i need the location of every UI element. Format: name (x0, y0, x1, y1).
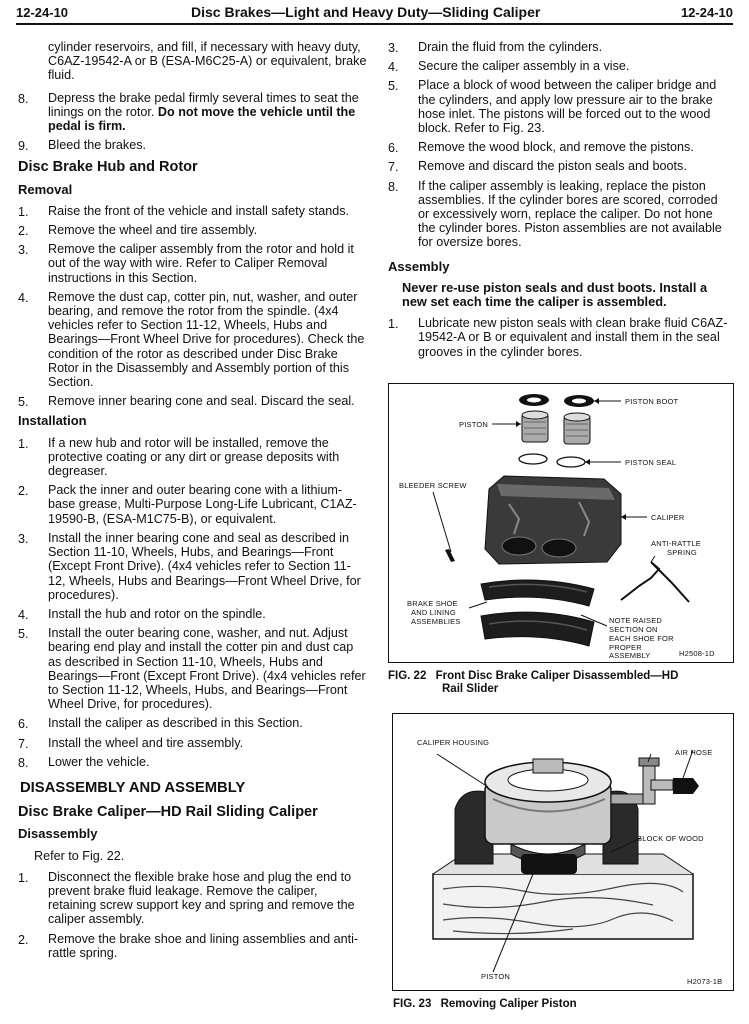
step-text: Disconnect the flexible brake hose and plug the end to prevent brake fluid leakage. Remove the caliper, retaining screw support key and spring and remove the caliper assembly. (48, 869, 355, 927)
step-text: Remove the caliper assembly from the rotor and hold it out of the way with wire. Refer to Caliper Removal instructions in this Section. (48, 242, 354, 285)
disassembly-step-cont-1 (386, 40, 732, 54)
bleeder-screw (445, 549, 455, 562)
installation-step-1 (16, 436, 368, 479)
disassembly-step-2 (16, 932, 368, 960)
disassembly-step-cont-6 (386, 179, 732, 250)
step-number: 2. (18, 224, 29, 239)
label-and-lining: AND LINING (411, 608, 456, 617)
assembly-step-1 (386, 316, 732, 359)
step-text: Remove the wood block, and remove the pistons. (418, 140, 694, 155)
step-warning-text: Do not move the vehicle until the pedal is firm. (48, 104, 356, 134)
caption-text: Front Disc Brake Caliper Disassembled—HD (435, 670, 679, 682)
label-block-of-wood: BLOCK OF WOOD (637, 834, 704, 843)
step-number: 1. (388, 317, 399, 332)
label-spring: SPRING (667, 548, 697, 557)
label-anti-rattle: ANTI-RATTLE (651, 539, 701, 548)
step-number: 4. (388, 60, 399, 75)
page-number-right: 12-24-10 (680, 5, 733, 20)
installation-steps (16, 436, 368, 769)
caption-text: Removing Caliper Piston (440, 998, 577, 1010)
installation-step-4 (16, 607, 368, 621)
removal-step-1 (16, 204, 368, 218)
page-header (16, 3, 733, 25)
step-number: 1. (18, 436, 29, 451)
piston (521, 854, 577, 874)
figure-22 (388, 383, 734, 663)
left-column (16, 40, 368, 965)
disassembly-step-cont-2 (386, 59, 732, 73)
step-text: If a new hub and rotor will be installed, remove the protective coating or any dirt or grease deposits with degreaser. (48, 435, 340, 479)
figure-code: H2073-1B (687, 977, 723, 986)
figure-23 (392, 713, 734, 991)
step-number: 7. (388, 160, 399, 175)
disassembly-assembly-heading: DISASSEMBLY AND ASSEMBLY (20, 779, 246, 796)
label-air-hose: AIR HOSE (675, 748, 713, 757)
piston-left (522, 411, 548, 442)
step-number: 8. (18, 91, 29, 106)
continued-step (16, 40, 368, 83)
step-number: 5. (18, 627, 29, 642)
disassembly-step-cont-5 (386, 159, 732, 173)
label-piston-seal: PISTON SEAL (625, 458, 677, 467)
step-number: 1. (18, 870, 29, 885)
step-text: Lower the vehicle. (48, 754, 150, 769)
step-number: 3. (18, 531, 29, 546)
step-text: Install the outer bearing cone, washer, and nut. Adjust bearing end play and install the cotter pin and dust cap as described in Section 11-10, Wheels, Hubs and Bearings—Front (Except Front Drive). (4x4 vehicles refer to Section 11-12, Wheels, Hubs, and Bearings—Front Wheel Drive, for procedures). (48, 626, 366, 712)
step-number: 8. (388, 179, 399, 194)
continued-step-text: cylinder reservoirs, and fill, if necessary with heavy duty, C6AZ-19542-A or B (ESA-M6C25-A) or equivalent, brake fluid. (48, 40, 367, 83)
caption-number: FIG. 23 (393, 998, 432, 1010)
step-number: 4. (18, 607, 29, 622)
label-bleeder-screw: BLEEDER SCREW (399, 481, 467, 490)
removal-steps (16, 204, 368, 409)
label-note-2: SECTION ON (609, 625, 658, 634)
removal-step-4 (16, 290, 368, 389)
disassembly-step-cont-4 (386, 140, 732, 154)
installation-step-6 (16, 716, 368, 730)
step-number: 7. (18, 736, 29, 751)
installation-step-7 (16, 736, 368, 750)
removal-step-3 (16, 242, 368, 285)
brake-shoes (481, 580, 594, 646)
disassembly-steps (16, 870, 368, 960)
removal-step-2 (16, 223, 368, 237)
step-text: Pack the inner and outer bearing cone with a lithium-base grease, Multi-Purpose Long-Life Lubricant, C1AZ-19590-B, (ESA-M1C75-B), or equivalent. (48, 483, 357, 526)
figure-code: H2508-1D (679, 649, 715, 658)
label-assemblies: ASSEMBLIES (411, 617, 461, 626)
label-piston: PISTON (481, 972, 510, 981)
piston-right (564, 413, 590, 444)
step-text: Remove and discard the piston seals and boots. (418, 159, 687, 174)
piston-seal-left (519, 454, 547, 464)
step-8 (16, 91, 368, 134)
step-number: 6. (388, 141, 399, 156)
caliper-body (485, 476, 621, 564)
step-text: Lubricate new piston seals with clean brake fluid C6AZ-19542-A or B or equivalent and install them in the seal grooves in the cylinder bores. (418, 316, 728, 359)
step-text: Raise the front of the vehicle and install safety stands. (48, 203, 350, 218)
step-text: Install the wheel and tire assembly. (48, 735, 244, 750)
installation-heading: Installation (18, 413, 87, 429)
removal-heading: Removal (18, 181, 73, 197)
step-number: 5. (18, 395, 29, 410)
step-number: 3. (388, 41, 399, 55)
figure-23-caption (393, 998, 733, 1011)
step-number: 6. (18, 717, 29, 732)
assembly-warning: Never re-use piston seals and dust boots. Install a new set each time the caliper is assembled. (402, 279, 708, 310)
assembly-heading: Assembly (388, 258, 450, 274)
page-title: Disc Brakes—Light and Heavy Duty—Sliding Caliper (191, 4, 541, 20)
caption-text-line2: Rail Slider (442, 683, 499, 695)
step-text: Secure the caliper assembly in a vise. (418, 59, 630, 74)
disassembly-steps-continued (386, 40, 732, 250)
caption-number: FIG. 22 (388, 670, 427, 682)
step-text: Drain the fluid from the cylinders. (418, 40, 603, 54)
air-hose-fitting (611, 758, 699, 804)
step-text: Remove the wheel and tire assembly. (48, 223, 258, 238)
step-9 (16, 138, 368, 152)
label-note-1: NOTE RAISED (609, 616, 663, 625)
piston-seal-right (557, 457, 585, 467)
label-note-5: ASSEMBLY (609, 651, 651, 660)
step-text: Depress the brake pedal firmly several times to seat the linings on the rotor. (48, 90, 359, 119)
label-caliper: CALIPER (651, 513, 685, 522)
installation-step-3 (16, 531, 368, 602)
step-number: 3. (18, 243, 29, 258)
caliper-heading: Disc Brake Caliper—HD Rail Sliding Caliper (18, 804, 318, 821)
step-text: Place a block of wood between the caliper bridge and the cylinders, and apply low pressure air to the brake hose inlet. The pistons will be forced out to the wood block. Refer to Fig. 23. (418, 78, 717, 136)
step-text: Remove the dust cap, cotter pin, nut, washer, and outer bearing, and remove the rotor from the spindle. (4x4 vehicles refer to Section 11-12, Wheels, Hubs and Bearings—Front Wheel Drive for procedures). Check the condition of the rotor as described under Disc Brake Rotor in the Disassembly and Assembly portion of this Section. (48, 289, 365, 390)
right-column (386, 40, 732, 364)
step-text: Remove the brake shoe and lining assemblies and anti-rattle spring. (48, 931, 359, 960)
step-number: 8. (18, 755, 29, 770)
removal-step-5 (16, 394, 368, 408)
step-text: If the caliper assembly is leaking, replace the piston assemblies. If the cylinder bores are scored, corroded or excessively worn, replace the caliper. Do not hone the cylinder bores. Piston assemblies are not available for oversize bores. (418, 178, 722, 250)
step-text: Install the inner bearing cone and seal as described in Section 11-10, Wheels, Hubs, and Bearings—Front (Except Front Drive). (4x4 vehicles refer to Section 11-12, Wheels, Hubs and Bearings—Front Wheel Drive, for procedures). (48, 530, 361, 602)
step-text: Remove inner bearing cone and seal. Discard the seal. (48, 394, 355, 409)
figure-22-caption (388, 670, 732, 696)
installation-step-8 (16, 755, 368, 769)
step-text: Install the hub and rotor on the spindle. (48, 606, 266, 621)
page-number-left: 12-24-10 (16, 5, 69, 20)
disassembly-step-cont-3 (386, 78, 732, 135)
label-brake-shoe: BRAKE SHOE (407, 599, 458, 608)
hub-rotor-heading: Disc Brake Hub and Rotor (18, 159, 198, 176)
disassembly-step-1 (16, 870, 368, 927)
installation-step-5 (16, 626, 368, 711)
step-number: 5. (388, 79, 399, 94)
installation-step-2 (16, 483, 368, 526)
step-number: 1. (18, 204, 29, 219)
step-text: Bleed the brakes. (48, 138, 147, 153)
label-piston-boot: PISTON BOOT (625, 397, 679, 406)
step-text: Install the caliper as described in this Section. (48, 716, 303, 731)
step-number: 2. (18, 484, 29, 499)
step-number: 9. (18, 139, 29, 154)
refer-text: Refer to Fig. 22. (34, 848, 125, 863)
label-note-3: EACH SHOE FOR (609, 634, 674, 643)
label-piston: PISTON (459, 420, 488, 429)
anti-rattle-spring (621, 562, 689, 602)
step-number: 4. (18, 290, 29, 305)
disassembly-heading: Disassembly (18, 826, 98, 842)
caliper-housing (455, 759, 638, 864)
label-note-4: PROPER (609, 643, 642, 652)
step-number: 2. (18, 932, 29, 947)
label-caliper-housing: CALIPER HOUSING (417, 738, 490, 747)
